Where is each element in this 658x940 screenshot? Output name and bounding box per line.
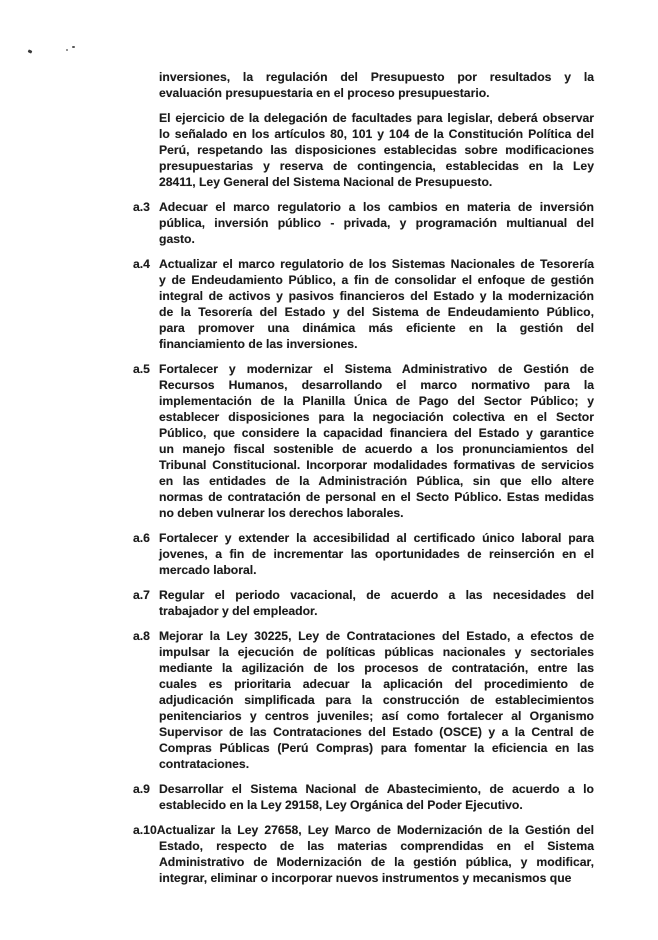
- item-text: Fortalecer y modernizar el Sistema Administrativo de Gestión de: [159, 362, 594, 376]
- text-line: impulsar la ejecución de políticas públicas nacionales y sectoriales: [159, 645, 594, 659]
- text-line: evaluación presupuestaria en el proceso presupuestario.: [159, 86, 490, 100]
- text-line: contrataciones.: [159, 757, 250, 771]
- item-text: Actualizar la Ley 27658, Ley Marco de Modernización de la Gestión del: [156, 823, 594, 837]
- list-item-a4: [133, 256, 594, 352]
- text-line: [133, 781, 594, 797]
- text-line: integrar, eliminar o incorporar nuevos instrumentos y mecanismos que: [159, 871, 572, 885]
- text-line: mercado laboral.: [159, 563, 257, 577]
- text-line: adjudicación simplificada para la construcción de establecimientos: [159, 693, 594, 707]
- text-line: lo señalado en los artículos 80, 101 y 104 de la Constitución Política del: [159, 127, 594, 141]
- paragraph-continuation: [133, 69, 594, 101]
- text-line: integral de activos y pasivos financieros del Estado y la modernización: [159, 289, 594, 303]
- paragraph-delegacion: [133, 110, 594, 190]
- text-line: [133, 587, 594, 603]
- item-text: Adecuar el marco regulatorio a los cambios en materia de inversión: [159, 200, 594, 214]
- text-line: Recursos Humanos, desarrollando el marco normativo para la: [159, 378, 594, 392]
- text-line: establecer disposiciones para la negociación colectiva en el Sector: [159, 410, 594, 424]
- item-text: Desarrollar el Sistema Nacional de Abastecimiento, de acuerdo a lo: [159, 782, 594, 796]
- text-line: penitenciarios y centros juveniles; así como fortalecer al Organismo: [159, 709, 594, 723]
- text-line: trabajador y del empleador.: [159, 604, 318, 618]
- text-line: [133, 530, 594, 546]
- text-line: Compras Públicas (Perú Compras) para fomentar la eficiencia en las: [159, 741, 594, 755]
- text-line: [133, 256, 594, 272]
- item-label: a.5: [133, 362, 150, 376]
- item-label: a.10: [133, 823, 157, 837]
- item-label: a.3: [133, 200, 150, 214]
- text-line: pública, inversión público - privada, y programación multianual del: [159, 216, 594, 230]
- text-line: establecido en la Ley 29158, Ley Orgánica del Poder Ejecutivo.: [159, 798, 523, 812]
- text-line: en las entidades de la Administración Pública, sin que ello altere: [159, 474, 594, 488]
- scan-artifact: [72, 46, 75, 48]
- item-text: Fortalecer y extender la accesibilidad al certificado único laboral para: [159, 531, 594, 545]
- text-line: Público, que considere la capacidad financiera del Estado y garantice: [159, 426, 594, 440]
- text-line: Estado, respecto de las materias comprendidas en el Sistema: [159, 839, 594, 853]
- list-item-a10: [133, 822, 594, 886]
- item-label: a.4: [133, 257, 150, 271]
- text-line: implementación de la Planilla Única de Pago del Sector Público; y: [159, 394, 594, 408]
- text-line: para promover una dinámica más eficiente en la gestión del: [159, 321, 594, 335]
- document-content: [133, 69, 594, 895]
- item-label: a.9: [133, 782, 150, 796]
- text-line: jovenes, a fin de incrementar las oportunidades de reinserción en el: [159, 547, 594, 561]
- text-line: Tribunal Constitucional. Incorporar modalidades formativas de servicios: [159, 458, 594, 472]
- text-line: mediante la agilización de los procesos de contratación, entre las: [159, 661, 594, 675]
- text-line: [133, 361, 594, 377]
- text-line: cuales es prioritaria adecuar la aplicación del procedimiento de: [159, 677, 594, 691]
- text-line: Supervisor de las Contrataciones del Estado (OSCE) y a la Central de: [159, 725, 594, 739]
- scan-artifact: [28, 49, 33, 53]
- text-line: [133, 199, 594, 215]
- text-line: gasto.: [159, 232, 195, 246]
- item-label: a.8: [133, 629, 150, 643]
- text-line: y de Endeudamiento Público, a fin de consolidar el enfoque de gestión: [159, 273, 594, 287]
- list-item-a8: [133, 628, 594, 772]
- text-line: Administrativo de Modernización de la gestión pública, y modificar,: [159, 855, 594, 869]
- item-label: a.6: [133, 531, 150, 545]
- text-line: no deben vulnerar los derechos laborales.: [159, 506, 404, 520]
- text-line: Perú, respetando las disposiciones establecidas sobre modificaciones: [159, 143, 594, 157]
- list-item-a5: [133, 361, 594, 521]
- text-line: inversiones, la regulación del Presupuesto por resultados y la: [159, 70, 594, 84]
- scan-artifact: [66, 49, 68, 51]
- text-line: normas de contratación de personal en el Secto Público. Estas medidas: [159, 490, 594, 504]
- item-text: Mejorar la Ley 30225, Ley de Contrataciones del Estado, a efectos de: [159, 629, 594, 643]
- text-line: financiamiento de las inversiones.: [159, 337, 358, 351]
- item-text: Regular el periodo vacacional, de acuerdo a las necesidades del: [159, 588, 594, 602]
- item-text: Actualizar el marco regulatorio de los Sistemas Nacionales de Tesorería: [159, 257, 594, 271]
- item-label: a.7: [133, 588, 150, 602]
- text-line: presupuestarias y reserva de contingencia, establecidas en la Ley: [159, 159, 594, 173]
- list-item-a9: [133, 781, 594, 813]
- text-line: 28411, Ley General del Sistema Nacional de Presupuesto.: [159, 175, 493, 189]
- list-item-a7: [133, 587, 594, 619]
- text-line: un manejo fiscal sostenible de acuerdo a los pronunciamientos del: [159, 442, 594, 456]
- text-line: El ejercicio de la delegación de facultades para legislar, deberá observar: [159, 111, 594, 125]
- list-item-a6: [133, 530, 594, 578]
- text-line: [133, 822, 594, 838]
- list-item-a3: [133, 199, 594, 247]
- text-line: de la Tesorería del Estado y del Sistema de Endeudamiento Público,: [159, 305, 594, 319]
- text-line: [133, 628, 594, 644]
